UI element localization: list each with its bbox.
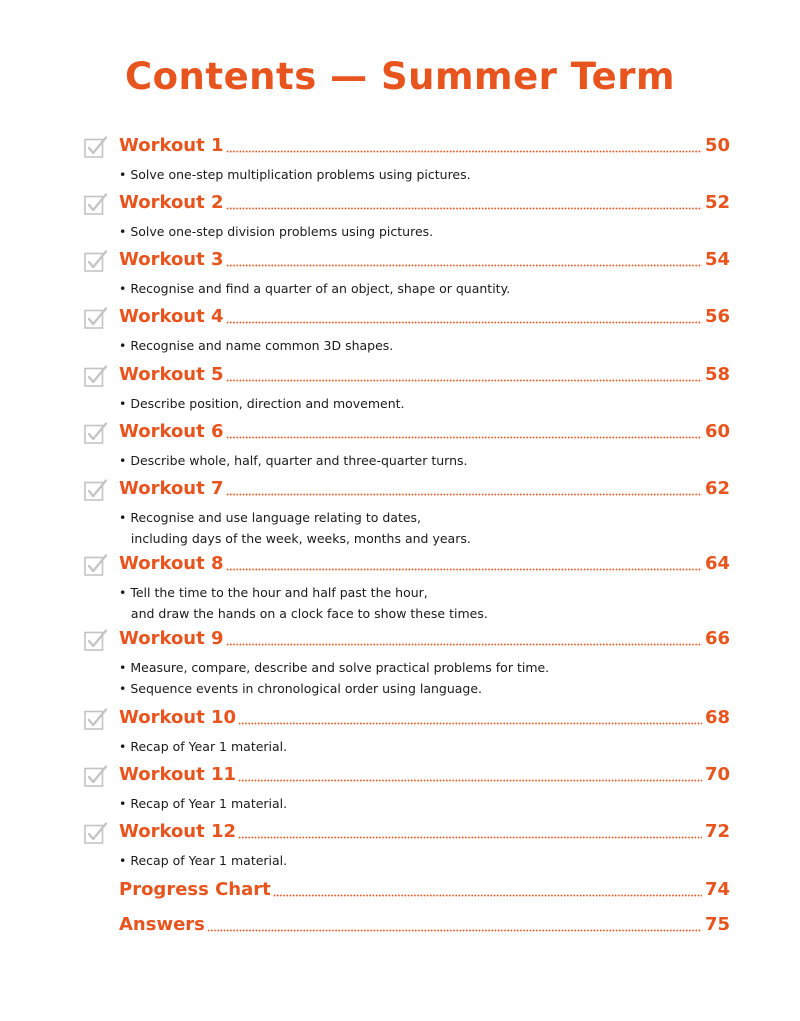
toc-page-number: 60 [704, 421, 730, 442]
toc-page-number: 75 [704, 914, 730, 935]
toc-label: Workout 5 [119, 364, 224, 385]
dot-leader [238, 722, 702, 725]
toc-label: Workout 2 [119, 192, 224, 213]
toc-heading [119, 190, 730, 216]
toc-description [119, 850, 719, 871]
toc-description [119, 450, 719, 471]
toc-page-number: 68 [704, 707, 730, 728]
toc-label: Progress Chart [119, 879, 271, 900]
toc-description [119, 582, 719, 624]
toc-heading [119, 705, 730, 731]
toc-bullet: • Recap of Year 1 material. [119, 853, 288, 868]
toc-bullet: • Describe whole, half, quarter and three-quarter turns. [119, 453, 468, 468]
dot-leader [226, 379, 702, 382]
dot-leader [226, 264, 702, 267]
toc-heading [119, 362, 730, 388]
dot-leader [207, 929, 702, 932]
dot-leader [226, 643, 702, 646]
toc-heading [119, 419, 730, 445]
toc-label: Workout 10 [119, 707, 237, 728]
checkbox-icon [84, 421, 108, 445]
toc-page-number: 66 [704, 628, 730, 649]
checkbox-icon [84, 249, 108, 273]
toc-page-number: 70 [704, 764, 730, 785]
toc-description [119, 335, 719, 356]
toc-label: Workout 12 [119, 821, 237, 842]
toc-label: Workout 6 [119, 421, 224, 442]
toc-label: Workout 11 [119, 764, 237, 785]
toc-heading [119, 304, 730, 330]
toc-bullet: • Tell the time to the hour and half past the hour, and draw the hands on a clock face to show these times. [119, 585, 488, 621]
toc-description [119, 278, 719, 299]
checkbox-icon [84, 821, 108, 845]
toc-bullet: • Solve one-step multiplication problems using pictures. [119, 167, 471, 182]
toc-label: Workout 9 [119, 628, 224, 649]
toc-heading [119, 877, 730, 903]
dot-leader [226, 493, 702, 496]
checkbox-icon [84, 192, 108, 216]
dot-leader [226, 568, 702, 571]
dot-leader [238, 836, 702, 839]
toc-label: Workout 3 [119, 249, 224, 270]
checkbox-icon [84, 364, 108, 388]
dot-leader [226, 207, 702, 210]
toc-description [119, 393, 719, 414]
toc-page-number: 56 [704, 306, 730, 327]
dot-leader [226, 321, 702, 324]
toc-page-number: 58 [704, 364, 730, 385]
toc-heading [119, 133, 730, 159]
toc-heading [119, 551, 730, 577]
checkbox-icon [84, 764, 108, 788]
dot-leader [273, 894, 702, 897]
dot-leader [226, 150, 702, 153]
toc-label: Workout 4 [119, 306, 224, 327]
dot-leader [226, 436, 702, 439]
toc-page-number: 52 [704, 192, 730, 213]
toc-label: Workout 1 [119, 135, 224, 156]
toc-page-number: 50 [704, 135, 730, 156]
toc-heading [119, 247, 730, 273]
checkbox-icon [84, 135, 108, 159]
toc-bullet: • Sequence events in chronological order using language. [119, 681, 483, 696]
checkbox-icon [84, 628, 108, 652]
toc-page-number: 62 [704, 478, 730, 499]
toc-label: Workout 8 [119, 553, 224, 574]
toc-heading [119, 912, 730, 938]
toc-heading [119, 762, 730, 788]
toc-description [119, 657, 719, 699]
toc-description [119, 164, 719, 185]
toc-bullet: • Recap of Year 1 material. [119, 739, 288, 754]
checkbox-icon [84, 478, 108, 502]
toc-bullet: • Recognise and use language relating to dates, including days of the week, weeks, months and years. [119, 510, 471, 546]
toc-bullet: • Recognise and name common 3D shapes. [119, 338, 394, 353]
page-title: Contents — Summer Term [124, 55, 676, 98]
toc-heading [119, 476, 730, 502]
checkbox-icon [84, 553, 108, 577]
toc-heading [119, 819, 730, 845]
toc-bullet: • Recap of Year 1 material. [119, 796, 288, 811]
toc-bullet: • Measure, compare, describe and solve practical problems for time. [119, 660, 550, 675]
toc-page-number: 64 [704, 553, 730, 574]
toc-label: Answers [119, 914, 205, 935]
toc-bullet: • Describe position, direction and movement. [119, 396, 405, 411]
checkbox-icon [84, 707, 108, 731]
dot-leader [238, 779, 702, 782]
toc-page-number: 72 [704, 821, 730, 842]
toc-page-number: 54 [704, 249, 730, 270]
toc-heading [119, 626, 730, 652]
toc-label: Workout 7 [119, 478, 224, 499]
toc-description [119, 221, 719, 242]
toc-bullet: • Recognise and find a quarter of an object, shape or quantity. [119, 281, 511, 296]
toc-bullet: • Solve one-step division problems using pictures. [119, 224, 434, 239]
toc-page-number: 74 [704, 879, 730, 900]
checkbox-icon [84, 306, 108, 330]
toc-description [119, 736, 719, 757]
toc-description [119, 793, 719, 814]
toc-description [119, 507, 719, 549]
